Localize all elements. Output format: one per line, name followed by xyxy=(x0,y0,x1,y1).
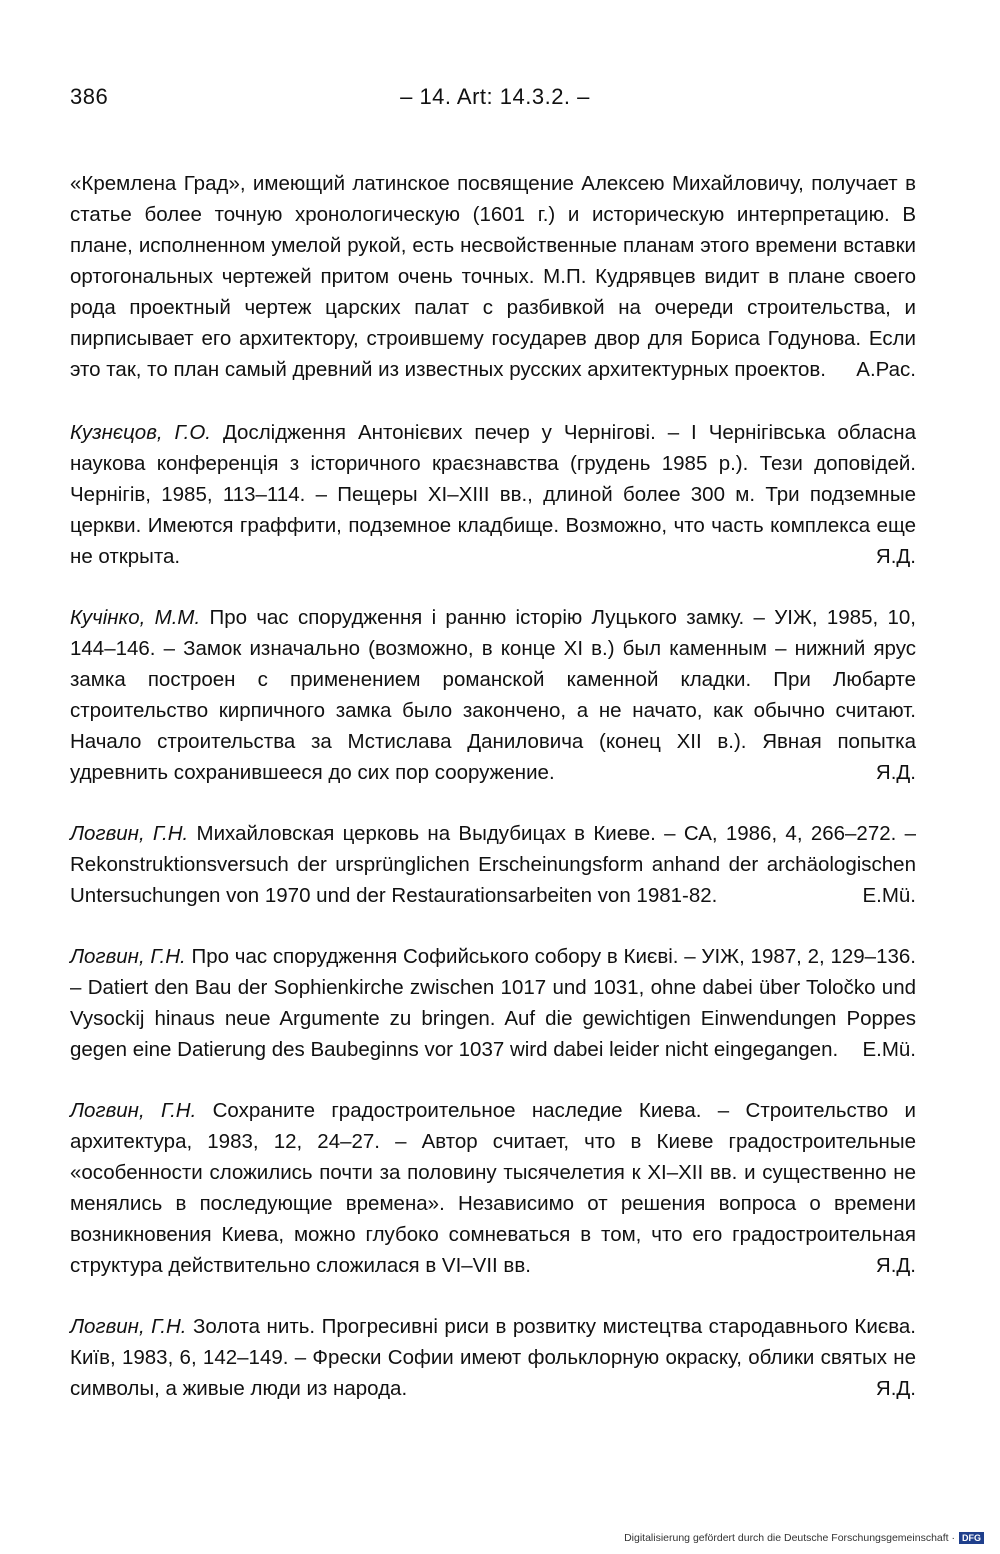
bibliography-entry xyxy=(70,417,916,572)
bibliography-entries xyxy=(70,168,916,1434)
bibliography-entry xyxy=(70,941,916,1065)
footer-text: Digitalisierung gefördert durch die Deutsche Forschungsgemeinschaft · xyxy=(624,1531,955,1544)
entry-text: Золота нить. Прогресивні риси в розвитку мистецтва стародавнього Києва. Київ, 1983, 6, 142–149. – Фрески Софии имеют фольклорную окраску, облики святых не символы, а живые люди из народа. xyxy=(70,1315,917,1400)
entry-text: Михайловская церковь на Выдубицах в Киеве. – СА, 1986, 4, 266–272. – Rekonstruktionsversuch der ursprünglichen Erscheinungsform anhand der archäologischen Untersuchungen von 1970 und der Restaurationsarbeiten von 1981-82. xyxy=(70,822,917,907)
dfg-logo: DFG xyxy=(959,1532,984,1544)
entry-reviewer: Я.Д. xyxy=(875,761,916,784)
entry-text: Про час спорудження і ранню історію Луцького замку. – УІЖ, 1985, 10, 144–146. – Замок изначально (возможно, в конце XI в.) был каменным – нижний ярус замка построен с применением романской каменной кладки. При Любарте строительство кирпичного замка было закончено, а не начато, как обычно считают. Начало строительства за Мстислава Даниловича (конец XII в.). Явная попытка удревнить сохранившееся до сих пор сооружение. xyxy=(70,606,916,784)
section-reference: – 14. Art: 14.3.2. – xyxy=(400,84,590,109)
bibliography-entry xyxy=(70,168,916,385)
bibliography-entry xyxy=(70,602,916,788)
entry-author: Кучінко, М.М. xyxy=(70,606,201,629)
bibliography-entry xyxy=(70,818,916,911)
page-header xyxy=(70,84,920,118)
entry-text: «Кремлена Град», имеющий латинское посвящение Алексею Михайловичу, получает в статье более точную хронологическую (1601 г.) и историческую интерпретацию. В плане, исполненном умелой рукой, есть несвойственные планам этого времени вставки ортогональных чертежей притом очень точных. М.П. Кудрявцев видит в плане своего рода проектный чертеж царских палат с разбивкой на очереди строительства, и пирписывает его архитектору, строившему государев двор для Бориса Годунова. Если это так, то план самый древний из известных русских архитектурных проектов. xyxy=(70,172,916,381)
entry-text: Дослідження Антонієвих печер у Чернігові. – І Чернігівська обласна наукова конференція з історичного краєзнавства (грудень 1985 р.). Тези доповідей. Чернігів, 1985, 113–114. – Пещеры XI–XIII вв., длиной более 300 м. Три подземные церкви. Имеются граффити, подземное кладбище. Возможно, что часть комплекса еще не открыта. xyxy=(70,421,916,568)
entry-text: Сохраните градостроительное наследие Киева. – Строительство и архитектура, 1983, 12, 24–27. – Автор считает, что в Киеве градостроительные «особенности сложились почти за половину тысячелетия к XI–XII вв. и существенно не менялись в последующие времена». Независимо от решения вопроса о времени возникновения Киева, можно глубоко сомневаться в том, что его градостроительная структура действительно сложилася в VI–VII вв. xyxy=(70,1099,916,1277)
entry-text: Про час спорудження Софийського собору в Києві. – УІЖ, 1987, 2, 129–136. – Datiert den Bau der Sophienkirche zwischen 1017 und 1031, ohne dabei über Toločko und Vysockij hinaus neue Argumente zu bringen. Auf die gewichtigen Einwendungen Poppes gegen eine Datierung des Baubeginns vor 1037 wird dabei leider nicht eingegangen. xyxy=(70,945,916,1061)
bibliography-entry xyxy=(70,1311,916,1404)
entry-reviewer: Я.Д. xyxy=(875,545,916,568)
page-number: 386 xyxy=(70,84,109,109)
entry-reviewer: E.Mü. xyxy=(862,884,916,907)
entry-author: Логвин, Г.Н. xyxy=(70,1315,187,1338)
digitization-footer xyxy=(624,1532,984,1544)
entry-author: Кузнєцов, Г.О. xyxy=(70,421,211,444)
entry-author: Логвин, Г.Н. xyxy=(70,945,186,968)
entry-reviewer: E.Mü. xyxy=(862,1038,916,1061)
entry-reviewer: А.Рас. xyxy=(856,358,916,381)
entry-reviewer: Я.Д. xyxy=(875,1377,916,1400)
entry-author: Логвин, Г.Н. xyxy=(70,1099,197,1122)
bibliography-entry xyxy=(70,1095,916,1281)
entry-reviewer: Я.Д. xyxy=(875,1254,916,1277)
entry-author: Логвин, Г.Н. xyxy=(70,822,189,845)
